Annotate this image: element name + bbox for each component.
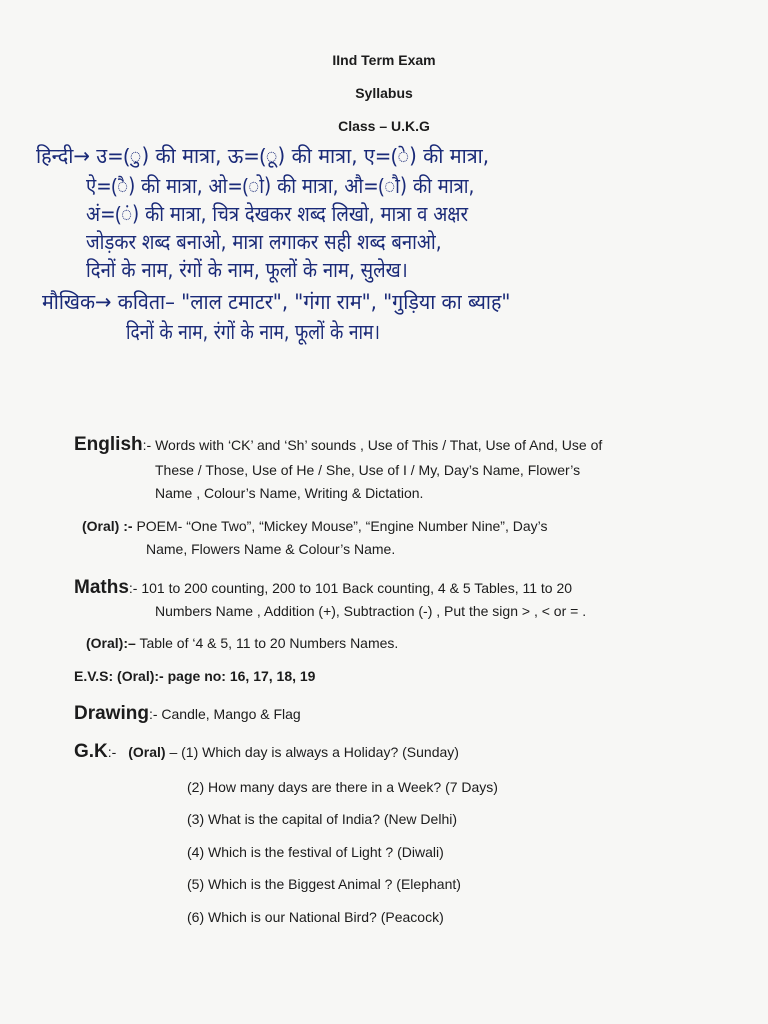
maths-section [74, 577, 572, 599]
hindi-line-4: जोड़कर शब्द बनाओ, मात्रा लगाकर सही शब्द बनाओ, [86, 230, 442, 254]
hindi-line-5: दिनों के नाम, रंगों के नाम, फूलों के नाम, सुलेख। [86, 258, 408, 282]
gk-question-3: (3) What is the capital of India? (New Delhi) [187, 811, 457, 827]
hindi-line-3: अं=(ं) की मात्रा, चित्र देखकर शब्द लिखो, मात्रा व अक्षर [86, 202, 469, 226]
maths-oral-text: Table of ‘4 & 5, 11 to 20 Numbers Names. [139, 635, 399, 651]
english-oral-label: (Oral) :- [82, 518, 133, 534]
maths-oral-label: (Oral):– [86, 635, 136, 651]
hindi-oral-line-1: मौखिक→ कविता– "लाल टमाटर", "गंगा राम", "गुड़िया का ब्याह" [42, 290, 511, 314]
english-label: English [74, 434, 143, 455]
hindi-line-2: ऐ=(ै) की मात्रा, ओ=(ो) की मात्रा, औ=(ौ) की मात्रा, [86, 174, 475, 198]
gk-question-1: – (1) Which day is always a Holiday? (Sunday) [169, 744, 459, 760]
gk-question-2: (2) How many days are there in a Week? (7 Days) [187, 779, 498, 795]
english-oral-line-2: Name, Flowers Name & Colour’s Name. [146, 541, 396, 557]
english-oral-line-1: POEM- “One Two”, “Mickey Mouse”, “Engine Number Nine”, Day’s [136, 518, 548, 534]
gk-question-6: (6) Which is our National Bird? (Peacock) [187, 909, 444, 925]
gk-section [74, 741, 459, 763]
gk-sep: :- [107, 744, 117, 760]
exam-term: IInd Term Exam [332, 52, 436, 68]
english-line-3: Name , Colour’s Name, Writing & Dictation. [155, 485, 424, 501]
english-line-2: These / Those, Use of He / She, Use of I / My, Day’s Name, Flower’s [155, 462, 581, 478]
hindi-oral-line-2: दिनों के नाम, रंगों के नाम, फूलों के नाम। [126, 320, 380, 344]
maths-sep: :- [128, 580, 138, 596]
english-sep: :- [142, 437, 152, 453]
english-section [74, 434, 602, 456]
evs-section [74, 668, 315, 684]
english-oral [82, 518, 548, 534]
evs-label: E.V.S: (Oral):- [74, 668, 164, 684]
class-name: Class – U.K.G [338, 118, 430, 134]
drawing-label: Drawing [74, 703, 149, 724]
gk-question-4: (4) Which is the festival of Light ? (Diwali) [187, 844, 444, 860]
gk-label: G.K [74, 741, 108, 762]
english-line-1: Words with ‘CK’ and ‘Sh’ sounds , Use of This / That, Use of And, Use of [155, 437, 603, 453]
maths-label: Maths [74, 577, 129, 598]
gk-oral-label: (Oral) [128, 744, 166, 760]
maths-line-1: 101 to 200 counting, 200 to 101 Back counting, 4 & 5 Tables, 11 to 20 [141, 580, 573, 596]
maths-oral [86, 635, 398, 651]
drawing-sep: :- [148, 706, 158, 722]
page-title: Syllabus [355, 85, 413, 101]
drawing-text: Candle, Mango & Flag [161, 706, 301, 722]
drawing-section [74, 703, 301, 725]
gk-question-5: (5) Which is the Biggest Animal ? (Elephant) [187, 876, 461, 892]
hindi-line-1: हिन्दी→ उ=(ु) की मात्रा, ऊ=(ू) की मात्रा, ए=(े) की मात्रा, [36, 144, 490, 168]
evs-text: page no: 16, 17, 18, 19 [167, 668, 316, 684]
maths-line-2: Numbers Name , Addition (+), Subtraction (-) , Put the sign > , < or = . [155, 603, 587, 619]
